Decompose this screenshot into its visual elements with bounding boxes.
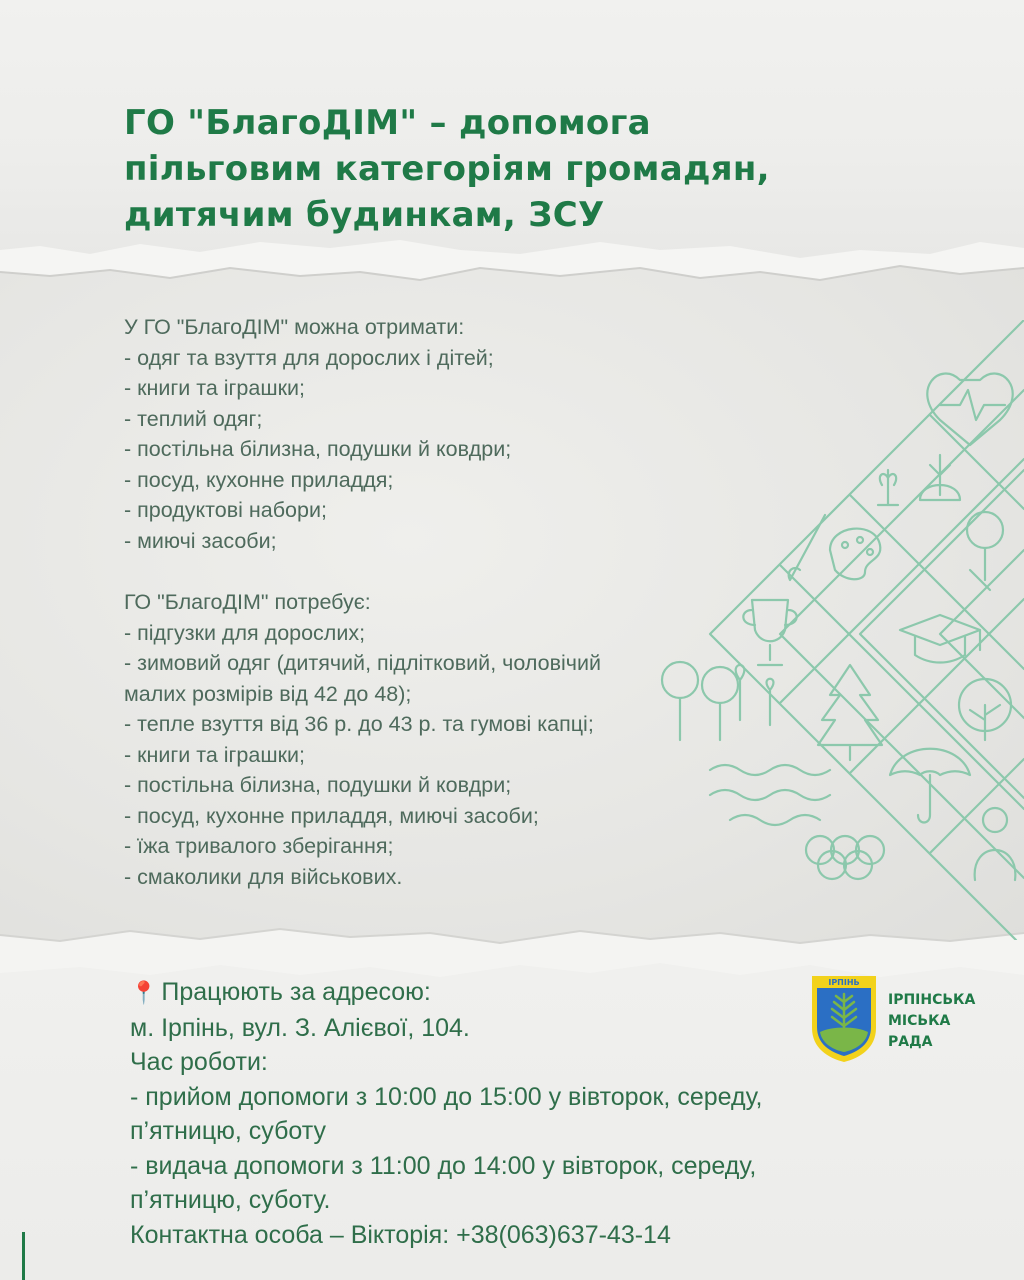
hours-line: п’ятницю, суботу (130, 1117, 326, 1145)
needs-item: - смаколики для військових. (124, 864, 403, 889)
offers-section (124, 312, 511, 556)
title-line-3: дитячим будинкам, ЗСУ (124, 195, 605, 235)
council-line-3: РАДА (888, 1034, 933, 1050)
trophy-icon (743, 600, 796, 665)
address-label: Працюють за адресою: (161, 978, 431, 1006)
title-line-1: ГО "БлагоДІМ" – допомога (124, 103, 651, 143)
offers-item: - постільна білизна, подушки й ковдри; (124, 437, 512, 461)
tree-icon (920, 455, 960, 500)
contact-person: Контактна особа – Вікторія: +38(063)637-43-14 (130, 1220, 671, 1249)
needs-heading: ГО "БлагоДІМ" потребує: (124, 590, 371, 614)
page-title (124, 100, 944, 238)
needs-item: - їжа тривалого зберігання; (124, 834, 394, 858)
hours-line: п’ятницю, суботу. (130, 1186, 331, 1214)
offers-item: - посуд, кухонне приладдя; (124, 467, 394, 492)
needs-item: - книги та іграшки; (124, 742, 305, 767)
hours-line: - видача допомоги з 11:00 до 14:00 у вівторок, середу, (130, 1151, 757, 1180)
address-label-line (130, 975, 763, 1011)
council-line-2: МІСЬКА (888, 1013, 951, 1029)
needs-item: - зимовий одяг (дитячий, підлітковий, чоловічий (124, 651, 601, 675)
offers-item: - теплий одяг; (124, 406, 263, 431)
offers-heading: У ГО "БлагоДІМ" можна отримати: (124, 315, 465, 339)
forest-icon (736, 665, 774, 725)
heart-pulse-icon (927, 374, 1012, 445)
offers-item: - миючі засоби; (124, 528, 277, 553)
fountain-icon (878, 470, 898, 505)
fir-tree-icon (818, 665, 882, 760)
offers-item: - продуктові набори; (124, 498, 327, 522)
offers-item: - книги та іграшки; (124, 376, 305, 400)
needs-section (124, 587, 601, 892)
accent-bar (22, 1232, 25, 1280)
brush-icon (789, 515, 825, 580)
balloon-icon (967, 512, 1003, 548)
needs-item: малих розмірів від 42 до 48); (124, 681, 412, 706)
irpin-coat-of-arms-icon (808, 972, 880, 1064)
needs-item: - тепле взуття від 36 р. до 43 р. та гумові капці; (124, 712, 594, 736)
needs-item: - посуд, кухонне приладдя, миючі засоби; (124, 803, 539, 828)
contact-section (130, 975, 763, 1252)
map-pin-icon: 📍 (130, 980, 158, 1005)
hours-label: Час роботи: (130, 1048, 268, 1076)
torn-edge-top (0, 228, 1024, 298)
offers-item: - одяг та взуття для дорослих і дітей; (124, 345, 494, 370)
address: м. Ірпінь, вул. З. Алієвої, 104. (130, 1013, 470, 1042)
hours-line: - прийом допомоги з 10:00 до 15:00 у вівторок, середу, (130, 1082, 763, 1111)
needs-item: - постільна білизна, подушки й ковдри; (124, 773, 512, 797)
waves-icon (710, 765, 830, 825)
needs-item: - підгузки для дорослих; (124, 620, 366, 645)
city-council-name (888, 990, 975, 1053)
mother-child-icon (983, 808, 1007, 832)
decorative-icon-grid (640, 320, 1024, 940)
council-line-1: ІРПІНСЬКА (888, 992, 976, 1008)
title-line-2: пільговим категоріям громадян, (124, 149, 770, 189)
emblem-text: ІРПІНЬ (828, 978, 860, 987)
